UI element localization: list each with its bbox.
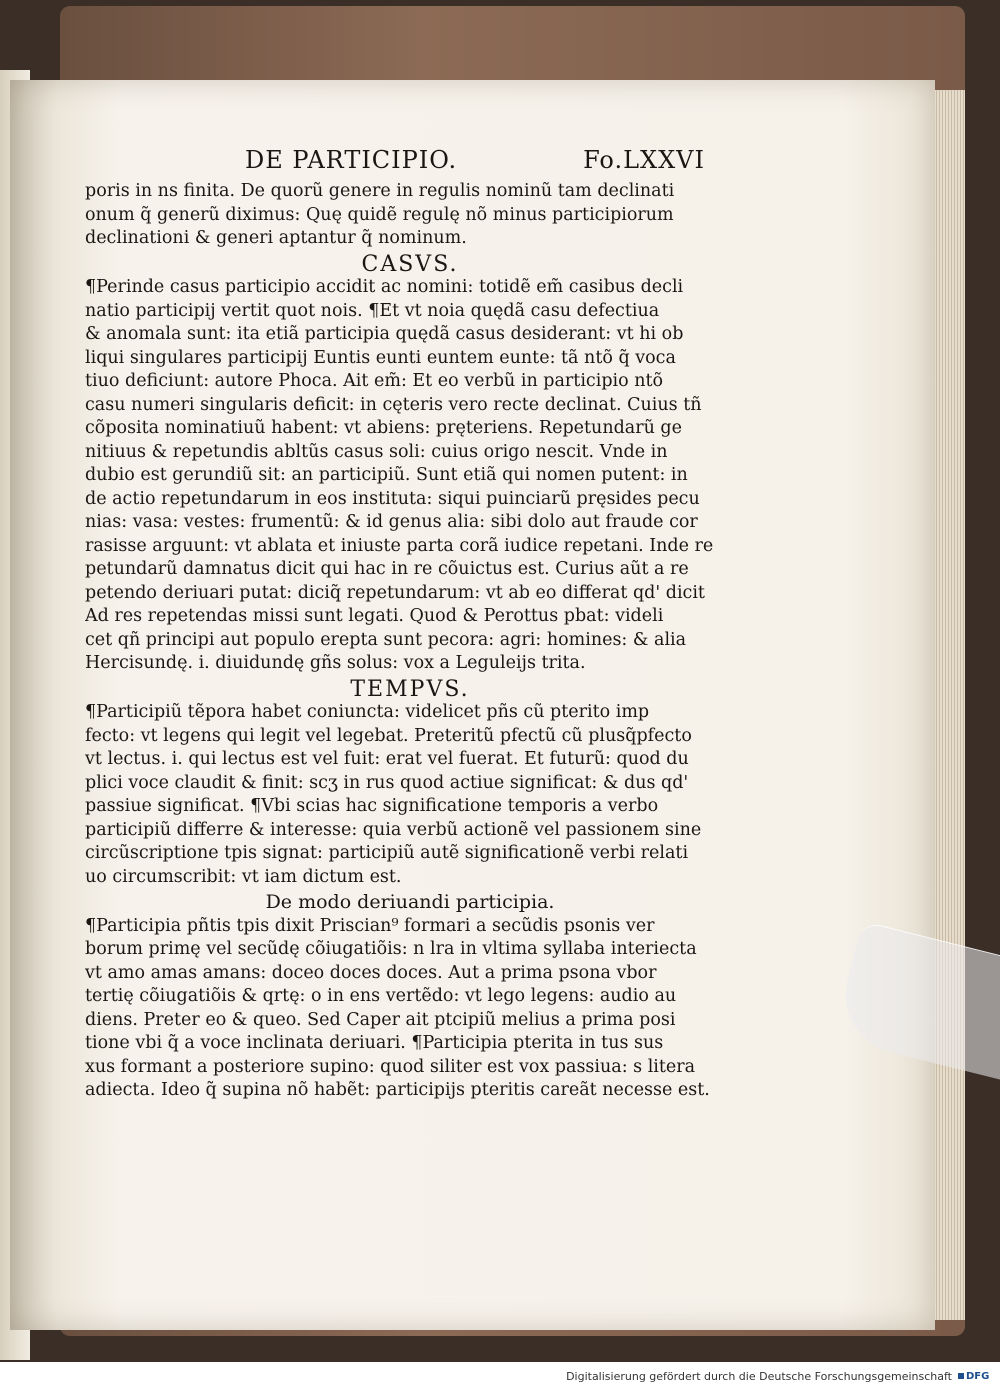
dfg-logo-icon bbox=[958, 1368, 992, 1384]
text-line: casu numeri singularis deficit: in cęteris vero recte declinat. Cuius tñ bbox=[85, 394, 702, 415]
dfg-logo-text: DFG bbox=[966, 1370, 990, 1382]
text-line: passiue significat. ¶Vbi scias hac significatione temporis a verbo bbox=[85, 796, 659, 816]
text-line: poris in ns finita. De quorũ genere in regulis nominũ tam declinati bbox=[85, 181, 675, 201]
text-line: petundarũ damnatus dicit qui hac in re cõuictus est. Curius aũt a re bbox=[85, 559, 689, 579]
text-line: participiũ differre & interesse: quia verbũ actionẽ vel passionem sine bbox=[85, 819, 702, 840]
text-line: natio participij vertit quot nois. ¶Et vt noia quędã casu defectiua bbox=[85, 300, 660, 321]
text-line: de actio repetundarum in eos instituta: siqui puinciarũ pręsides pecu bbox=[85, 488, 700, 509]
text-line: adiecta. Ideo q̃ supina nõ habẽt: participijs pteritis careãt necesse est. bbox=[85, 1080, 710, 1100]
text-line: xus formant a posteriore supino: quod siliter est vox passiua: s litera bbox=[85, 1056, 696, 1077]
text-line: tertię cõiugatiõis & qrtę: o in ens vertẽdo: vt lego legens: audio au bbox=[85, 986, 677, 1006]
footer-bar bbox=[0, 1362, 1000, 1393]
text-line: vt amo amas amans: doceo doces doces. Aut a prima psona vbor bbox=[85, 962, 657, 983]
text-line: dubio est gerundiũ sit: an participiũ. Sunt etiã qui nomen putent: in bbox=[85, 465, 688, 485]
section-heading-tempus: TEMPVS. bbox=[350, 676, 470, 702]
text-line: liqui singulares participij Euntis eunti euntem eunte: tã ntõ q̃ voca bbox=[85, 347, 676, 368]
text-line: cõposita nominatiuũ habent: vt abiens: pręteriens. Repetundarũ ge bbox=[85, 418, 682, 438]
text-line: Hercisundę. i. diuidundę gñs solus: vox a Leguleijs trita. bbox=[85, 653, 586, 673]
tempus-paragraph bbox=[85, 701, 735, 889]
text-line: petendo deriuari putat: diciq̃ repetundarum: vt ab eo differat qd' dicit bbox=[85, 582, 705, 603]
text-line: & anomala sunt: ita etiã participia quędã casus desiderant: vt hi ob bbox=[85, 324, 684, 344]
text-line: fecto: vt legens qui legit vel legebat. Preteritũ pfectũ cũ plusq̃pfecto bbox=[85, 725, 692, 746]
text-line: vt lectus. i. qui lectus est vel fuit: erat vel fuerat. Et futurũ: quod du bbox=[85, 749, 689, 769]
text-line: nias: vasa: vestes: frumentũ: & id genus alia: sibi dolo aut fraude cor bbox=[85, 512, 698, 532]
text-line: cet qñ principi aut populo erepta sunt pecora: agri: homines: & alia bbox=[85, 629, 687, 650]
running-title: DE PARTICIPIO. bbox=[245, 146, 458, 174]
folio-number: Fo.LXXVI bbox=[583, 146, 705, 174]
text-line: ¶Participiũ tẽpora habet coniuncta: videlicet pñs cũ pterito imp bbox=[85, 702, 650, 722]
text-block bbox=[85, 180, 735, 1103]
text-line: rasisse arguunt: vt ablata et iniuste parta corã iudice repetani. Inde re bbox=[85, 535, 714, 556]
text-line: plici voce claudit & finit: scʒ in rus quod actiue significat: & dus qd' bbox=[85, 772, 689, 793]
modo-paragraph bbox=[85, 915, 735, 1103]
text-line: diens. Preter eo & queo. Sed Caper ait ptcipiũ melius a prima posi bbox=[85, 1009, 676, 1030]
text-line: borum primę vel secũdę cõiugatiõis: n lra in vltima syllaba interiecta bbox=[85, 939, 697, 959]
text-line: nitiuus & repetundis abltũs casus soli: cuius origo nescit. Vnde in bbox=[85, 441, 668, 462]
logo-square-icon bbox=[958, 1373, 964, 1379]
section-heading-modo: De modo deriuandi participia. bbox=[265, 891, 555, 913]
intro-paragraph bbox=[85, 180, 735, 251]
text-line: tiuo deficiunt: autore Phoca. Ait em̃: Et eo verbũ in participio ntõ bbox=[85, 371, 664, 391]
text-line: uo circumscribit: vt iam dictum est. bbox=[85, 866, 402, 887]
text-line: onum q̃ generũ diximus: Quę quidẽ regulę nõ minus participiorum bbox=[85, 204, 674, 225]
text-line: Ad res repetendas missi sunt legati. Quod & Perottus pbat: videli bbox=[85, 606, 664, 626]
text-line: ¶Participia pñtis tpis dixit Priscian⁹ formari a secũdis psonis ver bbox=[85, 915, 655, 936]
text-line: tione vbi q̃ a voce inclinata deriuari. ¶Participia pterita in tus sus bbox=[85, 1033, 664, 1053]
text-line: circũscriptione tpis signat: participiũ autẽ significationẽ verbi relati bbox=[85, 843, 689, 863]
page-header bbox=[245, 146, 705, 174]
text-line: ¶Perinde casus participio accidit ac nomini: totidẽ em̃ casibus decli bbox=[85, 277, 684, 297]
casus-paragraph bbox=[85, 276, 735, 676]
text-line: declinationi & generi aptantur q̃ nominum. bbox=[85, 228, 467, 248]
funding-note: Digitalisierung gefördert durch die Deutsche Forschungsgemeinschaft bbox=[566, 1370, 952, 1383]
section-heading-casus: CASVS. bbox=[361, 251, 459, 277]
